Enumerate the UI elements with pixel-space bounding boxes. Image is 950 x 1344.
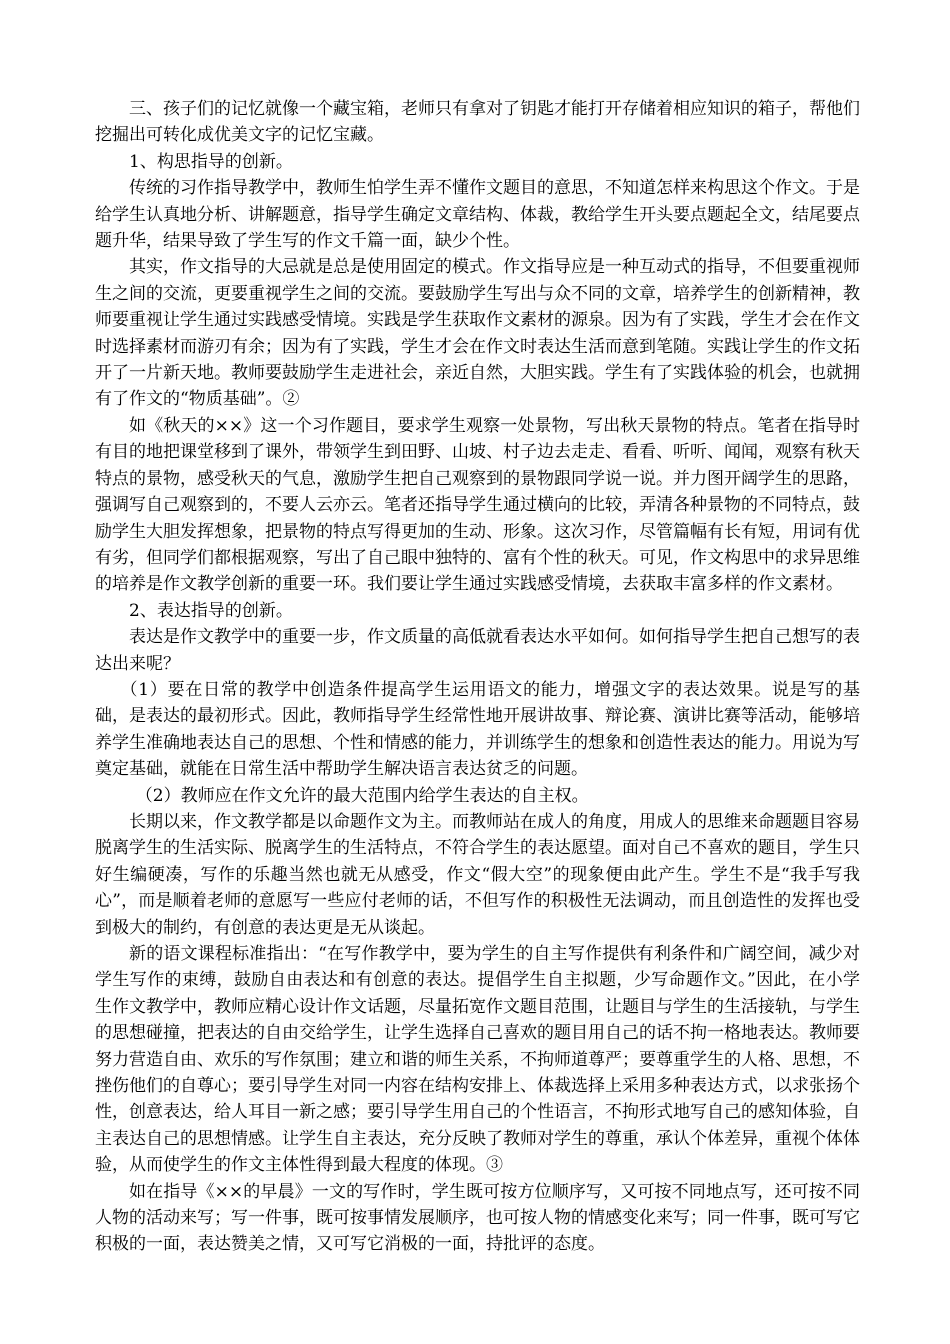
paragraph-morning-example: 如在指导《××的早晨》一文的写作时，学生既可按方位顺序写，又可按不同地点写，还可按不同人物的活动来写；写一件事，既可按事情发展顺序，也可按人物的情感变化来写；同一件事，既可写它积极的一面，表达赞美之情，又可写它消极的一面，持批评的态度。 xyxy=(95,1181,860,1255)
paragraph-expression-intro: 表达是作文教学中的重要一步，作文质量的高低就看表达水平如何。如何指导学生把自己想写的表达出来呢？ xyxy=(95,627,860,674)
paragraph-traditional-guidance: 传统的习作指导教学中，教师生怕学生弄不懂作文题目的意思，不知道怎样来构思这个作文。于是给学生认真地分析、讲解题意，指导学生确定文章结构、体裁，教给学生开头要点题起全文，结尾要点题升华，结果导致了学生写的作文千篇一面，缺少个性。 xyxy=(95,178,860,252)
section-heading-three: 三、孩子们的记忆就像一个藏宝箱，老师只有拿对了钥匙才能打开存储着相应知识的箱子，帮他们挖掘出可转化成优美文字的记忆宝藏。 xyxy=(95,99,860,146)
subheading-expression: 2、表达指导的创新。 xyxy=(129,600,293,621)
paragraph-curriculum-standard: 新的语文课程标准指出：“在写作教学中，要为学生的自主写作提供有利条件和广阔空间，减少对学生写作的束缚，鼓励自由表达和有创意的表达。提倡学生自主拟题，少写命题作文。”因此，在小学生作文教学中，教师应精心设计作文话题，尽量拓宽作文题目范围，让题目与学生的生活接轨，与学生的思想碰撞，把表达的自由交给学生，让学生选择自己喜欢的题目用自己的话不拘一格地表达。教师要努力营造自由、欢乐的写作氛围；建立和谐的师生关系，不拘师道尊严；要尊重学生的人格、思想，不挫伤他们的自尊心；要引导学生对同一内容在结构安排上、体裁选择上采用多种表达方式，以求张扬个性，创意表达，给人耳目一新之感；要引导学生用自己的个性语言，不拘形式地写自己的感知体验，自主表达自己的思想情感。让学生自主表达，充分反映了教师对学生的尊重，承认个体差异，重视个体体验，从而使学生的作文主体性得到最大程度的体现。③ xyxy=(95,944,860,1176)
paragraph-propositional-writing: 长期以来，作文教学都是以命题作文为主。而教师站在成人的角度，用成人的思维来命题题目容易脱离学生的生活实际、脱离学生的生活特点，不符合学生的表达愿望。面对自己不喜欢的题目，学生只好生编硬凑，写作的乐趣当然也就无从感受，作文“假大空”的现象便由此产生。学生不是“我手写我心”，而是顺着老师的意愿写一些应付老师的话，不但写作的积极性无法调动，而且创造性的发挥也受到极大的制约，有创意的表达更是无从谈起。 xyxy=(95,811,860,938)
paragraph-point-one: （1）要在日常的教学中创造条件提高学生运用语文的能力，增强文字的表达效果。说是写的基础，是表达的最初形式。因此，教师指导学生经常性地开展讲故事、辩论赛、演讲比赛等活动，能够培养学生准确地表达自己的思想、个性和情感的能力，并训练学生的想象和创造性表达的能力。用说为写奠定基础，就能在日常生活中帮助学生解决语言表达贫乏的问题。 xyxy=(95,679,860,780)
subheading-conception: 1、构思指导的创新。 xyxy=(129,151,293,172)
document-body xyxy=(95,96,860,1258)
paragraph-fixed-pattern: 其实，作文指导的大忌就是总是使用固定的模式。作文指导应是一种互动式的指导，不但要重视师生之间的交流，更要重视学生之间的交流。要鼓励学生写出与众不同的文章，培养学生的创新精神，教师要重视让学生通过实践感受情境。实践是学生获取作文素材的源泉。因为有了实践，学生才会在作文时选择素材而游刃有余；因为有了实践，学生才会在作文时表达生活而意到笔随。实践让学生的作文拓开了一片新天地。教师要鼓励学生走进社会，亲近自然，大胆实践。学生有了实践体验的机会，也就拥有了作文的“物质基础”。② xyxy=(95,257,860,410)
paragraph-autumn-example: 如《秋天的××》这一个习作题目，要求学生观察一处景物，写出秋天景物的特点。笔者在指导时有目的地把课堂移到了课外，带领学生到田野、山坡、村子边去走走、看看、听听、闻闻，观察有秋天特点的景物，感受秋天的气息，激励学生把自己观察到的景物跟同学说一说。并力图开阔学生的思路，强调写自己观察到的，不要人云亦云。笔者还指导学生通过横向的比较，弄清各种景物的不同特点，鼓励学生大胆发挥想象，把景物的特点写得更加的生动、形象。这次习作，尽管篇幅有长有短，用词有优有劣，但同学们都根据观察，写出了自己眼中独特的、富有个性的秋天。可见，作文构思中的求异思维的培养是作文教学创新的重要一环。我们要让学生通过实践感受情境，去获取丰富多样的作文素材。 xyxy=(95,415,860,595)
paragraph-point-two: （2）教师应在作文允许的最大范围内给学生表达的自主权。 xyxy=(135,785,589,806)
